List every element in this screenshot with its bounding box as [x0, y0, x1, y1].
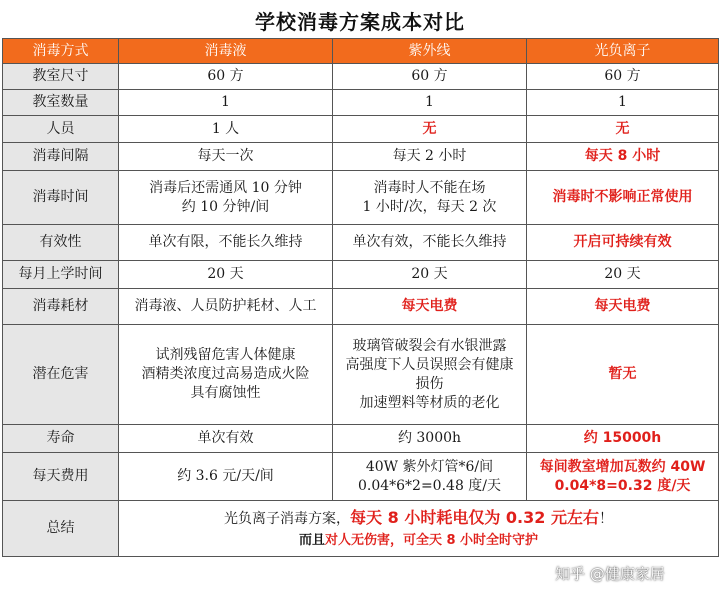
cell-disinfectant: 消毒液、人员防护耗材、人工 — [119, 289, 333, 325]
cell-ultraviolet — [333, 171, 527, 225]
cell-line: 0.04*8=0.32 度/天 — [554, 477, 691, 494]
cell-ultraviolet: 每天电费 — [333, 289, 527, 325]
header-method: 消毒方式 — [3, 39, 119, 64]
table-row — [3, 90, 719, 116]
row-label: 教室尺寸 — [3, 64, 119, 90]
cell-line: 1 小时/次，每天 2 次 — [362, 198, 497, 215]
summary-text: 光负离子消毒方案， — [224, 511, 351, 527]
cell-line: 损伤 — [415, 375, 444, 392]
cell-ultraviolet: 无 — [333, 116, 527, 143]
cell-ultraviolet: 单次有效，不能长久维持 — [333, 225, 527, 261]
row-label: 寿命 — [3, 425, 119, 453]
summary-line — [123, 506, 714, 531]
header-disinfectant: 消毒液 — [119, 39, 333, 64]
cell-line: 0.04*6*2=0.48 度/天 — [357, 477, 502, 494]
cell-ultraviolet: 每天 2 小时 — [333, 143, 527, 171]
cell-line: 40W 紫外灯管*6/间 — [365, 458, 494, 475]
cell-photo-anion: 无 — [527, 116, 719, 143]
cell-disinfectant: 1 — [119, 90, 333, 116]
cell-disinfectant — [119, 325, 333, 425]
cell-ultraviolet: 1 — [333, 90, 527, 116]
summary-line — [123, 531, 714, 551]
row-label: 人员 — [3, 116, 119, 143]
cell-ultraviolet — [333, 325, 527, 425]
table-row — [3, 325, 719, 425]
cell-photo-anion: 暂无 — [527, 325, 719, 425]
summary-highlight: 每天 8 小时耗电仅为 0.32 元左右 — [350, 508, 599, 527]
table-row — [3, 289, 719, 325]
row-label: 消毒耗材 — [3, 289, 119, 325]
cell-photo-anion: 每天 8 小时 — [527, 143, 719, 171]
cell-photo-anion: 1 — [527, 90, 719, 116]
cell-photo-anion: 20 天 — [527, 261, 719, 289]
cell-disinfectant: 20 天 — [119, 261, 333, 289]
page-title: 学校消毒方案成本对比 — [255, 10, 465, 34]
table-row — [3, 261, 719, 289]
cell-photo-anion: 每天电费 — [527, 289, 719, 325]
cell-line: 酒精类浓度过高易造成火险 — [141, 366, 310, 382]
row-label: 潜在危害 — [3, 325, 119, 425]
row-label: 消毒间隔 — [3, 143, 119, 171]
summary-text: ！ — [598, 511, 613, 527]
header-row — [3, 39, 719, 64]
header-ultraviolet: 紫外线 — [333, 39, 527, 64]
table-row — [3, 64, 719, 90]
cell-line: 消毒后还需通风 10 分钟 — [149, 179, 302, 196]
table-row — [3, 143, 719, 171]
comparison-table — [2, 38, 719, 557]
cell-ultraviolet — [333, 453, 527, 501]
cell-photo-anion: 开启可持续有效 — [527, 225, 719, 261]
summary-text: 而且 — [298, 533, 325, 548]
table-row — [3, 453, 719, 501]
cell-disinfectant: 约 3.6 元/天/间 — [119, 453, 333, 501]
summary-row — [3, 501, 719, 557]
cell-photo-anion: 60 方 — [527, 64, 719, 90]
cell-disinfectant: 每天一次 — [119, 143, 333, 171]
cell-disinfectant: 60 方 — [119, 64, 333, 90]
cell-line: 试剂残留危害人体健康 — [155, 347, 296, 363]
cell-line: 消毒时人不能在场 — [373, 179, 486, 196]
cell-ultraviolet: 60 方 — [333, 64, 527, 90]
cell-line: 玻璃管破裂会有水银泄露 — [352, 337, 507, 354]
cell-line: 约 10 分钟/间 — [181, 198, 270, 215]
row-label: 消毒时间 — [3, 171, 119, 225]
header-photo-anion: 光负离子 — [527, 39, 719, 64]
row-label: 总结 — [3, 501, 119, 557]
row-label: 每月上学时间 — [3, 261, 119, 289]
cell-photo-anion: 消毒时不影响正常使用 — [527, 171, 719, 225]
row-label: 有效性 — [3, 225, 119, 261]
cell-photo-anion: 约 15000h — [527, 425, 719, 453]
cell-disinfectant: 单次有限，不能长久维持 — [119, 225, 333, 261]
table-row — [3, 116, 719, 143]
cell-ultraviolet: 20 天 — [333, 261, 527, 289]
cell-ultraviolet: 约 3000h — [333, 425, 527, 453]
cell-line: 高强度下人员误照会有健康 — [345, 356, 514, 373]
watermark: 知乎 @健康家居 — [555, 565, 665, 583]
table-row — [3, 425, 719, 453]
row-label: 每天费用 — [3, 453, 119, 501]
cell-line: 加速塑料等材质的老化 — [359, 394, 500, 411]
cell-disinfectant: 1 人 — [119, 116, 333, 143]
cell-disinfectant: 单次有效 — [119, 425, 333, 453]
cell-line: 每间教室增加瓦数约 40W — [539, 458, 706, 475]
cell-photo-anion — [527, 453, 719, 501]
cell-disinfectant — [119, 171, 333, 225]
table-row — [3, 225, 719, 261]
summary-cell — [119, 501, 719, 557]
row-label: 教室数量 — [3, 90, 119, 116]
table-row — [3, 171, 719, 225]
summary-highlight: 对人无伤害，可全天 8 小时全时守护 — [324, 533, 539, 548]
cell-line: 具有腐蚀性 — [190, 385, 261, 401]
